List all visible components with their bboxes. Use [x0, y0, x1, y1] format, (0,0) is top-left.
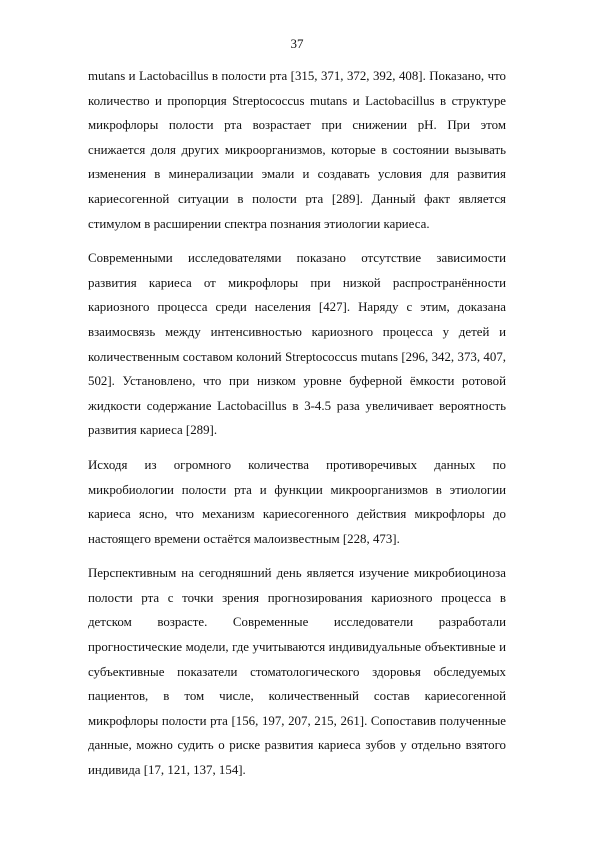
- paragraph: mutans и Lactobacillus в полости рта [315, 371, 372, 392, 408]. Показано, что количество и пропорция Streptococcus mutans и Lactobacillus в структуре микрофлоры полости рта возрастает при снижении pH. При этом снижается доля других микроорганизмов, которые в состоянии вызывать изменения в минерализации эмали и создавать условия для развития кариесогенной ситуации в полости рта [289]. Данный факт является стимулом в расширении спектра познания этиологии кариеса.: [88, 69, 506, 231]
- body-text: [88, 64, 506, 793]
- paragraph: Перспективным на сегодняшний день является изучение микробиоциноза полости рта с точки зрения прогнозирования кариозного процесса в детском возрасте. Современные исследователи разработали прогностические модели, где учитываются индивидуальные объективные и субъективные показатели стоматологического здоровья обследуемых пациентов, в том числе, количественный состав кариесогенной микрофлоры полости рта [156, 197, 207, 215, 261]. Сопоставив полученные данные, можно судить о риске развития кариеса зубов у отдельно взятого индивида [17, 121, 137, 154].: [88, 566, 506, 778]
- paragraph: Современными исследователями показано отсутствие зависимости развития кариеса от микрофлоры при низкой распространённости кариозного процесса среди населения [427]. Наряду с этим, доказана взаимосвязь между интенсивностью кариозного процесса у детей и количественным составом колоний Streptococcus mutans [296, 342, 373, 407, 502]. Установлено, что при низком уровне буферной ёмкости ротовой жидкости содержание Lactobacillus в 3-4.5 раза увеличивает вероятность развития кариеса [289].: [88, 251, 506, 438]
- paragraph: Исходя из огромного количества противоречивых данных по микробиологии полости рта и функции микроорганизмов в этиологии кариеса ясно, что механизм кариесогенного действия микрофлоры до настоящего времени остаётся малоизвестным [228, 473].: [88, 457, 506, 546]
- page-number: 37: [290, 36, 304, 51]
